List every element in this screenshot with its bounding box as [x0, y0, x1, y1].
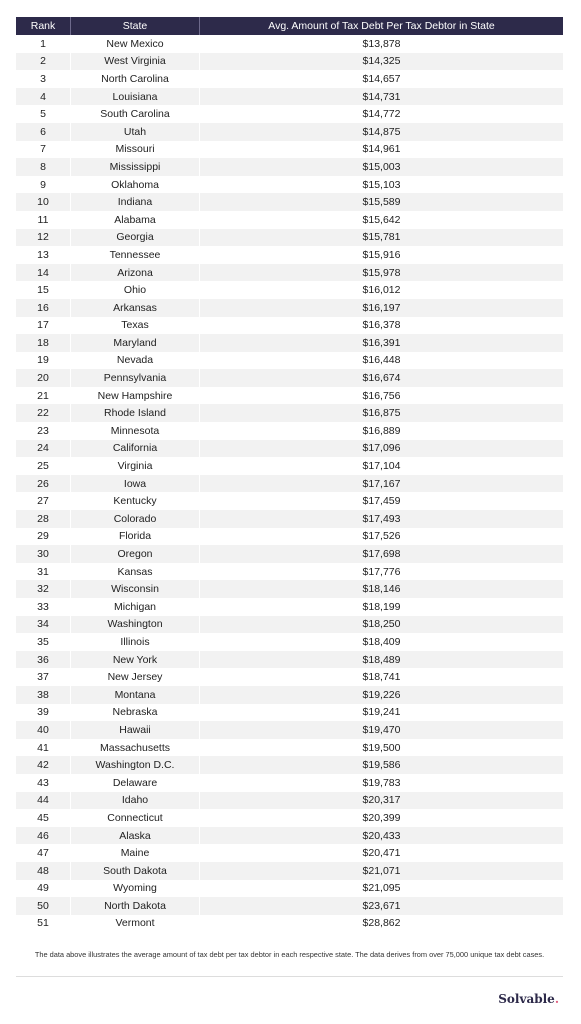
- state-cell: Rhode Island: [71, 404, 200, 422]
- amount-cell: $16,448: [200, 352, 564, 370]
- table-row: [16, 563, 563, 581]
- state-cell: Utah: [71, 123, 200, 141]
- table-row: [16, 123, 563, 141]
- state-cell: Hawaii: [71, 721, 200, 739]
- rank-cell: 18: [16, 334, 71, 352]
- amount-cell: $21,071: [200, 862, 564, 880]
- table-row: [16, 422, 563, 440]
- table-row: [16, 686, 563, 704]
- amount-cell: $15,916: [200, 246, 564, 264]
- table-row: [16, 862, 563, 880]
- table-row: [16, 387, 563, 405]
- table-row: [16, 756, 563, 774]
- table-row: [16, 317, 563, 335]
- amount-cell: $16,674: [200, 369, 564, 387]
- table-row: [16, 844, 563, 862]
- state-cell: Wyoming: [71, 880, 200, 898]
- rank-cell: 20: [16, 369, 71, 387]
- state-cell: Iowa: [71, 475, 200, 493]
- amount-cell: $18,250: [200, 616, 564, 634]
- state-cell: North Carolina: [71, 70, 200, 88]
- header-row: [16, 17, 563, 35]
- rank-cell: 47: [16, 844, 71, 862]
- header-state: State: [71, 17, 200, 35]
- rank-cell: 6: [16, 123, 71, 141]
- amount-cell: $17,698: [200, 545, 564, 563]
- rank-cell: 22: [16, 404, 71, 422]
- rank-cell: 42: [16, 756, 71, 774]
- amount-cell: $18,409: [200, 633, 564, 651]
- amount-cell: $19,241: [200, 704, 564, 722]
- rank-cell: 10: [16, 193, 71, 211]
- table-row: [16, 211, 563, 229]
- amount-cell: $19,586: [200, 756, 564, 774]
- rank-cell: 29: [16, 528, 71, 546]
- amount-cell: $18,489: [200, 651, 564, 669]
- rank-cell: 25: [16, 457, 71, 475]
- table-row: [16, 246, 563, 264]
- table-row: [16, 774, 563, 792]
- state-cell: Arizona: [71, 264, 200, 282]
- table-row: [16, 457, 563, 475]
- state-cell: Maryland: [71, 334, 200, 352]
- table-row: [16, 739, 563, 757]
- state-cell: Michigan: [71, 598, 200, 616]
- table-body: [16, 35, 563, 932]
- amount-cell: $19,470: [200, 721, 564, 739]
- rank-cell: 34: [16, 616, 71, 634]
- table-row: [16, 334, 563, 352]
- state-cell: Mississippi: [71, 158, 200, 176]
- table-row: [16, 492, 563, 510]
- rank-cell: 28: [16, 510, 71, 528]
- state-cell: Nevada: [71, 352, 200, 370]
- table-row: [16, 545, 563, 563]
- amount-cell: $19,783: [200, 774, 564, 792]
- table-row: [16, 70, 563, 88]
- amount-cell: $14,657: [200, 70, 564, 88]
- amount-cell: $16,756: [200, 387, 564, 405]
- state-cell: Kansas: [71, 563, 200, 581]
- state-cell: Vermont: [71, 915, 200, 933]
- rank-cell: 17: [16, 317, 71, 335]
- amount-cell: $17,493: [200, 510, 564, 528]
- tax-debt-table: [16, 17, 563, 932]
- amount-cell: $17,167: [200, 475, 564, 493]
- amount-cell: $18,199: [200, 598, 564, 616]
- state-cell: New York: [71, 651, 200, 669]
- rank-cell: 26: [16, 475, 71, 493]
- state-cell: Nebraska: [71, 704, 200, 722]
- state-cell: Ohio: [71, 281, 200, 299]
- table-row: [16, 792, 563, 810]
- logo-dot: .: [554, 992, 559, 1006]
- rank-cell: 50: [16, 897, 71, 915]
- rank-cell: 36: [16, 651, 71, 669]
- rank-cell: 16: [16, 299, 71, 317]
- amount-cell: $17,526: [200, 528, 564, 546]
- state-cell: Tennessee: [71, 246, 200, 264]
- rank-cell: 14: [16, 264, 71, 282]
- state-cell: Delaware: [71, 774, 200, 792]
- divider: [16, 976, 563, 977]
- rank-cell: 13: [16, 246, 71, 264]
- state-cell: Massachusetts: [71, 739, 200, 757]
- table-row: [16, 352, 563, 370]
- footnote: The data above illustrates the average amount of tax debt per tax debtor in each respective state. The data derives from over 75,000 unique tax debt cases.: [34, 950, 545, 959]
- state-cell: Georgia: [71, 229, 200, 247]
- amount-cell: $16,889: [200, 422, 564, 440]
- rank-cell: 31: [16, 563, 71, 581]
- amount-cell: $14,325: [200, 53, 564, 71]
- rank-cell: 45: [16, 809, 71, 827]
- table-row: [16, 809, 563, 827]
- state-cell: Alaska: [71, 827, 200, 845]
- rank-cell: 12: [16, 229, 71, 247]
- state-cell: South Dakota: [71, 862, 200, 880]
- table-row: [16, 668, 563, 686]
- state-cell: Maine: [71, 844, 200, 862]
- state-cell: Washington D.C.: [71, 756, 200, 774]
- state-cell: Idaho: [71, 792, 200, 810]
- state-cell: Oklahoma: [71, 176, 200, 194]
- header-amount: Avg. Amount of Tax Debt Per Tax Debtor in State: [200, 17, 564, 35]
- amount-cell: $15,781: [200, 229, 564, 247]
- rank-cell: 33: [16, 598, 71, 616]
- table-row: [16, 915, 563, 933]
- amount-cell: $13,878: [200, 35, 564, 53]
- rank-cell: 1: [16, 35, 71, 53]
- table-row: [16, 598, 563, 616]
- table-header: [16, 17, 563, 35]
- state-cell: Missouri: [71, 141, 200, 159]
- table-row: [16, 880, 563, 898]
- state-cell: Minnesota: [71, 422, 200, 440]
- table-row: [16, 475, 563, 493]
- state-cell: New Hampshire: [71, 387, 200, 405]
- rank-cell: 8: [16, 158, 71, 176]
- solvable-logo: [498, 992, 559, 1006]
- state-cell: Virginia: [71, 457, 200, 475]
- amount-cell: $14,961: [200, 141, 564, 159]
- rank-cell: 15: [16, 281, 71, 299]
- state-cell: Washington: [71, 616, 200, 634]
- table-row: [16, 141, 563, 159]
- rank-cell: 49: [16, 880, 71, 898]
- table-row: [16, 88, 563, 106]
- logo-text: Solvable: [498, 992, 555, 1006]
- table-row: [16, 158, 563, 176]
- state-cell: Kentucky: [71, 492, 200, 510]
- table-row: [16, 827, 563, 845]
- state-cell: Colorado: [71, 510, 200, 528]
- table-row: [16, 651, 563, 669]
- rank-cell: 37: [16, 668, 71, 686]
- state-cell: Louisiana: [71, 88, 200, 106]
- rank-cell: 2: [16, 53, 71, 71]
- amount-cell: $17,104: [200, 457, 564, 475]
- state-cell: Indiana: [71, 193, 200, 211]
- table-row: [16, 176, 563, 194]
- amount-cell: $16,378: [200, 317, 564, 335]
- table-row: [16, 229, 563, 247]
- amount-cell: $20,433: [200, 827, 564, 845]
- amount-cell: $16,391: [200, 334, 564, 352]
- amount-cell: $18,741: [200, 668, 564, 686]
- table-row: [16, 105, 563, 123]
- state-cell: Arkansas: [71, 299, 200, 317]
- amount-cell: $14,731: [200, 88, 564, 106]
- state-cell: Wisconsin: [71, 580, 200, 598]
- amount-cell: $15,978: [200, 264, 564, 282]
- amount-cell: $19,500: [200, 739, 564, 757]
- table-row: [16, 264, 563, 282]
- state-cell: California: [71, 440, 200, 458]
- amount-cell: $17,776: [200, 563, 564, 581]
- rank-cell: 5: [16, 105, 71, 123]
- state-cell: West Virginia: [71, 53, 200, 71]
- state-cell: Oregon: [71, 545, 200, 563]
- rank-cell: 4: [16, 88, 71, 106]
- amount-cell: $23,671: [200, 897, 564, 915]
- table-row: [16, 193, 563, 211]
- rank-cell: 21: [16, 387, 71, 405]
- amount-cell: $16,875: [200, 404, 564, 422]
- amount-cell: $14,772: [200, 105, 564, 123]
- table-row: [16, 721, 563, 739]
- amount-cell: $21,095: [200, 880, 564, 898]
- header-rank: Rank: [16, 17, 71, 35]
- state-cell: Florida: [71, 528, 200, 546]
- state-cell: Montana: [71, 686, 200, 704]
- table-row: [16, 35, 563, 53]
- state-cell: New Mexico: [71, 35, 200, 53]
- amount-cell: $18,146: [200, 580, 564, 598]
- table-row: [16, 580, 563, 598]
- table-row: [16, 53, 563, 71]
- rank-cell: 43: [16, 774, 71, 792]
- amount-cell: $20,399: [200, 809, 564, 827]
- amount-cell: $17,096: [200, 440, 564, 458]
- table-row: [16, 528, 563, 546]
- table-row: [16, 704, 563, 722]
- rank-cell: 7: [16, 141, 71, 159]
- state-cell: South Carolina: [71, 105, 200, 123]
- rank-cell: 40: [16, 721, 71, 739]
- amount-cell: $16,197: [200, 299, 564, 317]
- rank-cell: 23: [16, 422, 71, 440]
- state-cell: Illinois: [71, 633, 200, 651]
- rank-cell: 41: [16, 739, 71, 757]
- amount-cell: $14,875: [200, 123, 564, 141]
- rank-cell: 35: [16, 633, 71, 651]
- amount-cell: $20,317: [200, 792, 564, 810]
- rank-cell: 48: [16, 862, 71, 880]
- state-cell: North Dakota: [71, 897, 200, 915]
- rank-cell: 44: [16, 792, 71, 810]
- table-row: [16, 299, 563, 317]
- rank-cell: 9: [16, 176, 71, 194]
- amount-cell: $16,012: [200, 281, 564, 299]
- amount-cell: $15,589: [200, 193, 564, 211]
- rank-cell: 24: [16, 440, 71, 458]
- state-cell: Connecticut: [71, 809, 200, 827]
- rank-cell: 46: [16, 827, 71, 845]
- amount-cell: $15,003: [200, 158, 564, 176]
- amount-cell: $17,459: [200, 492, 564, 510]
- tax-debt-table-container: [16, 17, 563, 932]
- rank-cell: 11: [16, 211, 71, 229]
- table-row: [16, 633, 563, 651]
- rank-cell: 27: [16, 492, 71, 510]
- rank-cell: 32: [16, 580, 71, 598]
- state-cell: Texas: [71, 317, 200, 335]
- amount-cell: $15,103: [200, 176, 564, 194]
- table-row: [16, 897, 563, 915]
- amount-cell: $28,862: [200, 915, 564, 933]
- amount-cell: $20,471: [200, 844, 564, 862]
- table-row: [16, 616, 563, 634]
- state-cell: Alabama: [71, 211, 200, 229]
- table-row: [16, 369, 563, 387]
- state-cell: New Jersey: [71, 668, 200, 686]
- rank-cell: 30: [16, 545, 71, 563]
- amount-cell: $15,642: [200, 211, 564, 229]
- rank-cell: 19: [16, 352, 71, 370]
- table-row: [16, 510, 563, 528]
- table-row: [16, 404, 563, 422]
- amount-cell: $19,226: [200, 686, 564, 704]
- rank-cell: 39: [16, 704, 71, 722]
- rank-cell: 51: [16, 915, 71, 933]
- table-row: [16, 281, 563, 299]
- rank-cell: 38: [16, 686, 71, 704]
- state-cell: Pennsylvania: [71, 369, 200, 387]
- rank-cell: 3: [16, 70, 71, 88]
- table-row: [16, 440, 563, 458]
